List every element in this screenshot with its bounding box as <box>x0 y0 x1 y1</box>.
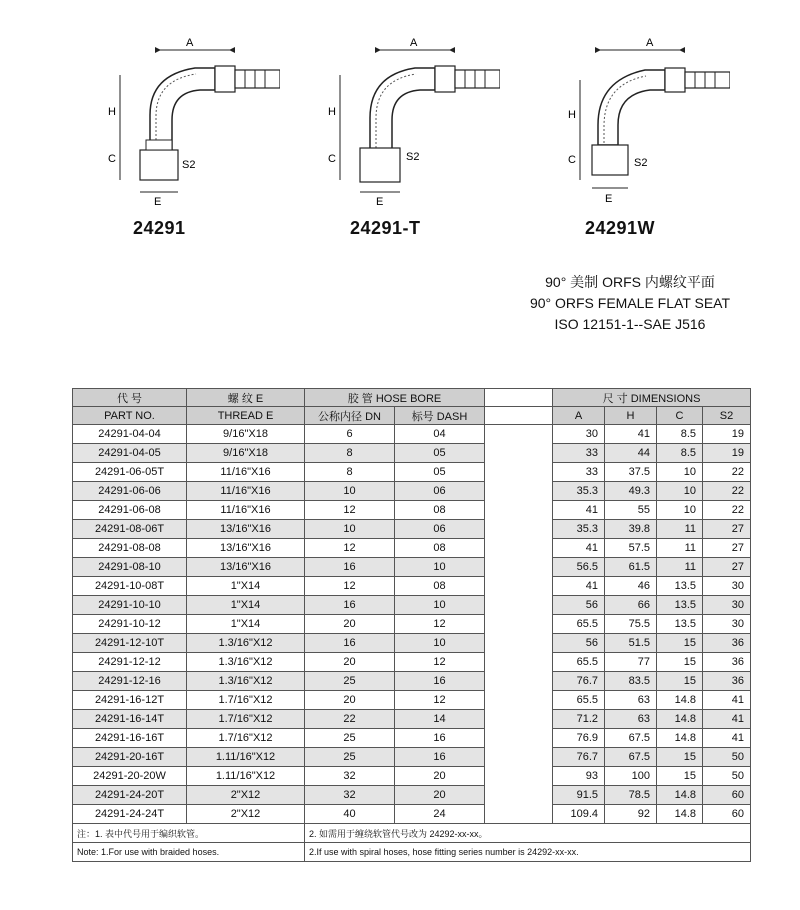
cell-dn: 25 <box>305 748 395 767</box>
elbow-fitting-icon <box>320 30 500 210</box>
cell-thread: 1.3/16"X12 <box>187 634 305 653</box>
cell-c: 14.8 <box>657 710 703 729</box>
cell-a: 33 <box>553 444 605 463</box>
cell-dn: 16 <box>305 634 395 653</box>
cell-dash: 16 <box>395 748 485 767</box>
cell-dn: 8 <box>305 463 395 482</box>
cell-thread: 1.7/16"X12 <box>187 729 305 748</box>
table-row <box>73 482 751 501</box>
table-row <box>73 691 751 710</box>
cell-thread: 2"X12 <box>187 786 305 805</box>
cell-h: 63 <box>605 691 657 710</box>
table-row <box>73 653 751 672</box>
cell-a: 41 <box>553 577 605 596</box>
cell-c: 13.5 <box>657 596 703 615</box>
cell-s2: 22 <box>703 463 751 482</box>
header-c: C <box>657 407 703 425</box>
cell-h: 100 <box>605 767 657 786</box>
cell-h: 63 <box>605 710 657 729</box>
cell-a: 41 <box>553 501 605 520</box>
cell-c: 15 <box>657 748 703 767</box>
cell-part: 24291-10-10 <box>73 596 187 615</box>
cell-dn: 32 <box>305 786 395 805</box>
cell-thread: 11/16"X16 <box>187 501 305 520</box>
cell-part: 24291-06-05T <box>73 463 187 482</box>
table-row <box>73 558 751 577</box>
table-row <box>73 577 751 596</box>
cell-s2: 22 <box>703 482 751 501</box>
cell-c: 15 <box>657 653 703 672</box>
table-row <box>73 596 751 615</box>
spacer-cell <box>485 577 553 596</box>
fitting-drawing-24291w <box>550 30 730 210</box>
cell-thread: 1.3/16"X12 <box>187 653 305 672</box>
table-row <box>73 767 751 786</box>
cell-c: 14.8 <box>657 805 703 824</box>
cell-thread: 1.11/16"X12 <box>187 748 305 767</box>
model-number-24291w: 24291W <box>585 218 656 238</box>
cell-s2: 19 <box>703 425 751 444</box>
cell-dn: 10 <box>305 482 395 501</box>
dim-label-e: E <box>154 196 162 208</box>
table-row <box>73 786 751 805</box>
cell-part: 24291-04-04 <box>73 425 187 444</box>
header-s2: S2 <box>703 407 751 425</box>
cell-s2: 30 <box>703 577 751 596</box>
cell-part: 24291-24-24T <box>73 805 187 824</box>
cell-thread: 1"X14 <box>187 596 305 615</box>
header-dn: 公称内径 DN <box>305 407 395 425</box>
spacer-cell <box>485 615 553 634</box>
cell-s2: 30 <box>703 615 751 634</box>
note-cn-2: 2. 如需用于缠绕软管代号改为 24292-xx-xx。 <box>305 824 751 843</box>
dim-label-a: A <box>646 37 654 49</box>
cell-s2: 27 <box>703 558 751 577</box>
cell-dash: 20 <box>395 786 485 805</box>
cell-dn: 8 <box>305 444 395 463</box>
cell-h: 46 <box>605 577 657 596</box>
cell-dash: 06 <box>395 520 485 539</box>
cell-h: 51.5 <box>605 634 657 653</box>
fitting-description <box>480 272 780 335</box>
cell-dn: 20 <box>305 615 395 634</box>
cell-c: 11 <box>657 539 703 558</box>
cell-thread: 13/16"X16 <box>187 539 305 558</box>
cell-c: 14.8 <box>657 786 703 805</box>
cell-a: 41 <box>553 539 605 558</box>
cell-a: 30 <box>553 425 605 444</box>
header-part-no: PART NO. <box>73 407 187 425</box>
cell-part: 24291-08-10 <box>73 558 187 577</box>
cell-dn: 20 <box>305 653 395 672</box>
cell-h: 55 <box>605 501 657 520</box>
cell-dash: 14 <box>395 710 485 729</box>
cell-part: 24291-20-16T <box>73 748 187 767</box>
table-row <box>73 501 751 520</box>
spacer-cell <box>485 596 553 615</box>
dim-label-e: E <box>376 196 384 208</box>
cell-s2: 30 <box>703 596 751 615</box>
header-code-cn: 代 号 <box>73 389 187 407</box>
cell-a: 56 <box>553 634 605 653</box>
cell-dash: 10 <box>395 558 485 577</box>
cell-dn: 25 <box>305 729 395 748</box>
cell-s2: 27 <box>703 539 751 558</box>
cell-a: 76.9 <box>553 729 605 748</box>
cell-dash: 10 <box>395 634 485 653</box>
header-dash: 标号 DASH <box>395 407 485 425</box>
dim-label-a: A <box>186 37 194 49</box>
cell-s2: 36 <box>703 634 751 653</box>
cell-s2: 41 <box>703 729 751 748</box>
spacer-cell <box>485 786 553 805</box>
model-number-24291: 24291 <box>133 218 186 238</box>
cell-dn: 40 <box>305 805 395 824</box>
cell-dn: 12 <box>305 577 395 596</box>
cell-s2: 22 <box>703 501 751 520</box>
cell-s2: 60 <box>703 805 751 824</box>
cell-c: 10 <box>657 482 703 501</box>
cell-c: 8.5 <box>657 444 703 463</box>
cell-a: 109.4 <box>553 805 605 824</box>
cell-h: 66 <box>605 596 657 615</box>
header-a: A <box>553 407 605 425</box>
spacer-cell <box>485 672 553 691</box>
cell-dn: 16 <box>305 596 395 615</box>
cell-part: 24291-08-08 <box>73 539 187 558</box>
spacer-cell <box>485 710 553 729</box>
cell-a: 93 <box>553 767 605 786</box>
cell-thread: 1.7/16"X12 <box>187 691 305 710</box>
cell-dash: 04 <box>395 425 485 444</box>
cell-c: 13.5 <box>657 615 703 634</box>
cell-dn: 10 <box>305 520 395 539</box>
cell-part: 24291-04-05 <box>73 444 187 463</box>
cell-dash: 08 <box>395 577 485 596</box>
header-hose-bore: 胶 管 HOSE BORE <box>305 389 485 407</box>
cell-dash: 20 <box>395 767 485 786</box>
cell-dash: 05 <box>395 463 485 482</box>
header-thread-en: THREAD E <box>187 407 305 425</box>
cell-part: 24291-16-14T <box>73 710 187 729</box>
cell-a: 76.7 <box>553 748 605 767</box>
cell-thread: 11/16"X16 <box>187 463 305 482</box>
spacer-cell <box>485 444 553 463</box>
dim-label-c: C <box>328 153 336 165</box>
model-number-24291-t: 24291-T <box>350 218 421 238</box>
cell-h: 57.5 <box>605 539 657 558</box>
cell-h: 83.5 <box>605 672 657 691</box>
spacer-cell <box>485 520 553 539</box>
cell-dn: 22 <box>305 710 395 729</box>
table-row <box>73 634 751 653</box>
cell-s2: 50 <box>703 748 751 767</box>
description-en: 90° ORFS FEMALE FLAT SEAT <box>529 295 731 311</box>
cell-a: 33 <box>553 463 605 482</box>
cell-h: 67.5 <box>605 729 657 748</box>
dim-label-c: C <box>568 154 576 166</box>
cell-dn: 32 <box>305 767 395 786</box>
cell-h: 77 <box>605 653 657 672</box>
description-cn: 90° 美制 ORFS 内螺纹平面 <box>545 274 715 290</box>
cell-c: 8.5 <box>657 425 703 444</box>
cell-a: 65.5 <box>553 691 605 710</box>
cell-a: 56.5 <box>553 558 605 577</box>
cell-dash: 12 <box>395 653 485 672</box>
cell-s2: 50 <box>703 767 751 786</box>
cell-h: 37.5 <box>605 463 657 482</box>
cell-c: 15 <box>657 634 703 653</box>
cell-c: 13.5 <box>657 577 703 596</box>
spacer-cell <box>485 482 553 501</box>
cell-c: 14.8 <box>657 729 703 748</box>
cell-dn: 12 <box>305 501 395 520</box>
dim-label-h: H <box>108 106 116 118</box>
spacer-cell <box>485 558 553 577</box>
spacer-cell <box>485 501 553 520</box>
cell-dn: 12 <box>305 539 395 558</box>
cell-dash: 12 <box>395 615 485 634</box>
note-cn-1: 注：1. 表中代号用于编织软管。 <box>73 824 305 843</box>
cell-a: 56 <box>553 596 605 615</box>
cell-h: 67.5 <box>605 748 657 767</box>
cell-h: 61.5 <box>605 558 657 577</box>
cell-a: 65.5 <box>553 615 605 634</box>
cell-s2: 36 <box>703 653 751 672</box>
cell-dash: 12 <box>395 691 485 710</box>
cell-part: 24291-06-08 <box>73 501 187 520</box>
cell-thread: 9/16"X18 <box>187 444 305 463</box>
cell-part: 24291-08-06T <box>73 520 187 539</box>
spacer-cell <box>485 748 553 767</box>
cell-thread: 9/16"X18 <box>187 425 305 444</box>
cell-dash: 10 <box>395 596 485 615</box>
cell-s2: 60 <box>703 786 751 805</box>
table-row <box>73 444 751 463</box>
cell-part: 24291-20-20W <box>73 767 187 786</box>
spacer-cell <box>485 805 553 824</box>
table-row <box>73 710 751 729</box>
spacer-cell <box>485 539 553 558</box>
spacer-cell <box>485 691 553 710</box>
cell-h: 39.8 <box>605 520 657 539</box>
cell-a: 35.3 <box>553 520 605 539</box>
cell-part: 24291-12-10T <box>73 634 187 653</box>
table-row <box>73 539 751 558</box>
cell-s2: 36 <box>703 672 751 691</box>
cell-thread: 1.3/16"X12 <box>187 672 305 691</box>
cell-dn: 25 <box>305 672 395 691</box>
spacer-cell <box>485 634 553 653</box>
cell-h: 75.5 <box>605 615 657 634</box>
dim-label-c: C <box>108 153 116 165</box>
cell-dash: 08 <box>395 501 485 520</box>
table-row <box>73 615 751 634</box>
specification-table <box>72 388 751 862</box>
spacer-cell <box>485 729 553 748</box>
dim-label-h: H <box>328 106 336 118</box>
spacer-cell <box>485 463 553 482</box>
cell-c: 11 <box>657 558 703 577</box>
cell-h: 49.3 <box>605 482 657 501</box>
table-row <box>73 425 751 444</box>
cell-dn: 16 <box>305 558 395 577</box>
cell-h: 78.5 <box>605 786 657 805</box>
cell-part: 24291-06-06 <box>73 482 187 501</box>
elbow-fitting-icon <box>100 30 280 210</box>
cell-part: 24291-12-12 <box>73 653 187 672</box>
cell-h: 92 <box>605 805 657 824</box>
header-thread-cn: 螺 纹 E <box>187 389 305 407</box>
cell-part: 24291-10-12 <box>73 615 187 634</box>
cell-dash: 16 <box>395 672 485 691</box>
cell-dash: 08 <box>395 539 485 558</box>
fitting-drawing-24291-t <box>320 30 500 210</box>
cell-thread: 1"X14 <box>187 615 305 634</box>
cell-s2: 41 <box>703 691 751 710</box>
cell-thread: 2"X12 <box>187 805 305 824</box>
table-row <box>73 805 751 824</box>
cell-s2: 27 <box>703 520 751 539</box>
dim-label-s2: S2 <box>634 157 648 169</box>
header-h: H <box>605 407 657 425</box>
cell-h: 44 <box>605 444 657 463</box>
cell-dash: 24 <box>395 805 485 824</box>
cell-part: 24291-16-16T <box>73 729 187 748</box>
cell-a: 76.7 <box>553 672 605 691</box>
note-en-1: Note: 1.For use with braided hoses. <box>73 843 305 862</box>
cell-dn: 6 <box>305 425 395 444</box>
cell-dash: 05 <box>395 444 485 463</box>
cell-c: 10 <box>657 501 703 520</box>
cell-dash: 06 <box>395 482 485 501</box>
header-dimensions: 尺 寸 DIMENSIONS <box>553 389 751 407</box>
cell-h: 41 <box>605 425 657 444</box>
cell-a: 35.3 <box>553 482 605 501</box>
dim-label-s2: S2 <box>182 159 196 171</box>
cell-dash: 16 <box>395 729 485 748</box>
spacer-cell <box>485 653 553 672</box>
cell-thread: 13/16"X16 <box>187 520 305 539</box>
dim-label-a: A <box>410 37 418 49</box>
cell-thread: 11/16"X16 <box>187 482 305 501</box>
cell-part: 24291-10-08T <box>73 577 187 596</box>
cell-s2: 19 <box>703 444 751 463</box>
table-row <box>73 672 751 691</box>
cell-part: 24291-24-20T <box>73 786 187 805</box>
cell-a: 71.2 <box>553 710 605 729</box>
cell-thread: 1.11/16"X12 <box>187 767 305 786</box>
cell-a: 65.5 <box>553 653 605 672</box>
cell-thread: 13/16"X16 <box>187 558 305 577</box>
cell-part: 24291-16-12T <box>73 691 187 710</box>
cell-thread: 1"X14 <box>187 577 305 596</box>
table-row <box>73 748 751 767</box>
cell-dn: 20 <box>305 691 395 710</box>
table-row <box>73 729 751 748</box>
cell-c: 10 <box>657 463 703 482</box>
spacer-cell <box>485 767 553 786</box>
dim-label-s2: S2 <box>406 151 420 163</box>
dim-label-e: E <box>605 193 613 205</box>
cell-c: 14.8 <box>657 691 703 710</box>
table-row <box>73 520 751 539</box>
elbow-fitting-icon <box>550 30 730 210</box>
cell-c: 11 <box>657 520 703 539</box>
cell-part: 24291-12-16 <box>73 672 187 691</box>
fitting-drawing-24291 <box>100 30 280 210</box>
dim-label-h: H <box>568 109 576 121</box>
description-standard: ISO 12151-1--SAE J516 <box>554 316 706 332</box>
table-row <box>73 463 751 482</box>
cell-s2: 41 <box>703 710 751 729</box>
note-en-2: 2.If use with spiral hoses, hose fitting series number is 24292-xx-xx. <box>305 843 751 862</box>
cell-thread: 1.7/16"X12 <box>187 710 305 729</box>
cell-c: 15 <box>657 767 703 786</box>
spacer-cell <box>485 425 553 444</box>
cell-c: 15 <box>657 672 703 691</box>
cell-a: 91.5 <box>553 786 605 805</box>
